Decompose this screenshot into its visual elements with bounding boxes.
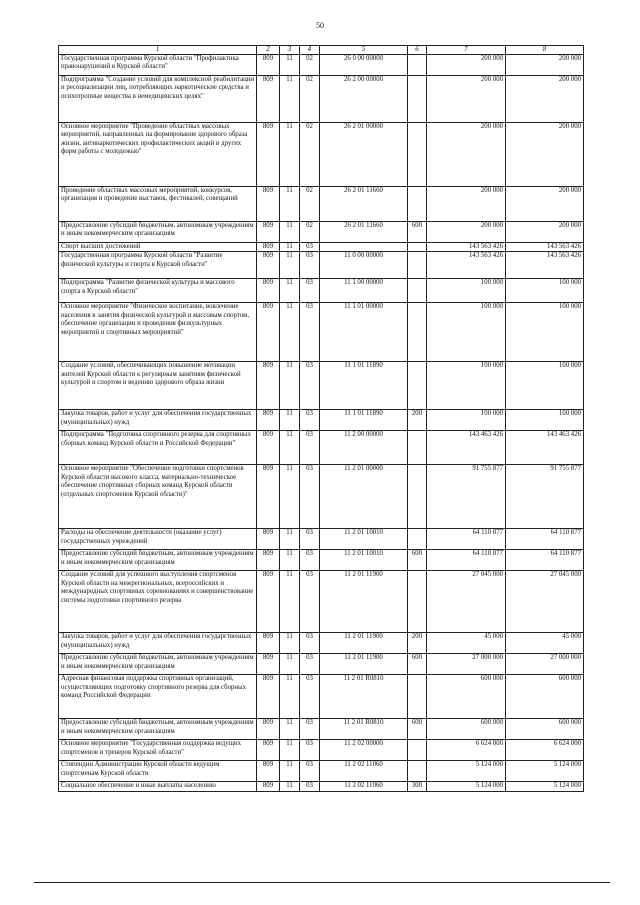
row-subsection-code: 03 — [300, 571, 320, 633]
row-ministry-code: 809 — [257, 782, 280, 791]
row-amount-1: 143 563 426 — [427, 243, 506, 252]
row-expense-type — [408, 431, 427, 465]
row-subsection-code: 02 — [300, 123, 320, 187]
row-amount-2: 100 000 — [506, 303, 584, 362]
row-ministry-code: 809 — [257, 529, 280, 550]
row-section-code: 11 — [280, 719, 300, 740]
row-target-article: 11 1 01 11890 — [320, 362, 408, 410]
row-expense-type — [408, 571, 427, 633]
row-amount-1: 143 463 426 — [427, 431, 506, 465]
row-amount-2: 200 000 — [506, 187, 584, 222]
table-row — [59, 529, 584, 550]
row-ministry-code: 809 — [257, 222, 280, 243]
row-amount-1: 200 000 — [427, 55, 506, 76]
row-subsection-code: 03 — [300, 719, 320, 740]
row-subsection-code: 03 — [300, 529, 320, 550]
row-amount-2: 45 000 — [506, 633, 584, 654]
row-name: Государственная программа Курской области "Профилактика правонарушений в Курской области" — [59, 55, 257, 76]
row-subsection-code: 02 — [300, 76, 320, 123]
row-subsection-code: 03 — [300, 654, 320, 675]
row-amount-1: 64 110 877 — [427, 550, 506, 571]
table-row — [59, 571, 584, 633]
column-header: 6 — [408, 46, 427, 55]
row-amount-1: 100 000 — [427, 303, 506, 362]
row-amount-2: 100 000 — [506, 279, 584, 303]
table-row — [59, 55, 584, 76]
row-expense-type — [408, 76, 427, 123]
row-target-article: 11 2 01 R0810 — [320, 719, 408, 740]
row-subsection-code: 03 — [300, 252, 320, 279]
row-amount-1: 200 000 — [427, 123, 506, 187]
row-section-code: 11 — [280, 740, 300, 761]
row-ministry-code: 809 — [257, 571, 280, 633]
row-target-article: 11 2 01 11900 — [320, 654, 408, 675]
row-amount-2: 200 000 — [506, 123, 584, 187]
table-row — [59, 410, 584, 431]
row-subsection-code: 02 — [300, 187, 320, 222]
row-ministry-code: 809 — [257, 243, 280, 252]
row-target-article: 11 1 01 00000 — [320, 303, 408, 362]
row-section-code: 11 — [280, 761, 300, 782]
row-amount-2: 64 110 877 — [506, 550, 584, 571]
row-ministry-code: 809 — [257, 252, 280, 279]
bottom-rule — [34, 882, 610, 883]
row-amount-1: 143 563 426 — [427, 252, 506, 279]
row-amount-1: 5 124 000 — [427, 761, 506, 782]
row-expense-type — [408, 187, 427, 222]
row-ministry-code: 809 — [257, 303, 280, 362]
table-row — [59, 279, 584, 303]
row-target-article: 26 2 01 00000 — [320, 123, 408, 187]
row-subsection-code: 03 — [300, 550, 320, 571]
table-row — [59, 633, 584, 654]
row-section-code: 11 — [280, 252, 300, 279]
table-row — [59, 252, 584, 279]
row-expense-type — [408, 740, 427, 761]
table-row — [59, 675, 584, 719]
row-subsection-code: 03 — [300, 279, 320, 303]
row-amount-1: 200 000 — [427, 187, 506, 222]
row-amount-2: 5 124 000 — [506, 761, 584, 782]
row-amount-2: 143 563 426 — [506, 252, 584, 279]
row-name: Создание условий для успешного выступления спортсменов Курской области на межрегиональных, всероссийских и международных спортивных соревнованиях и совершенствование системы подготовки спортивного резерва — [59, 571, 257, 633]
row-expense-type — [408, 761, 427, 782]
row-expense-type: 600 — [408, 222, 427, 243]
row-section-code: 11 — [280, 279, 300, 303]
row-amount-2: 200 000 — [506, 55, 584, 76]
row-amount-2: 143 463 426 — [506, 431, 584, 465]
row-name: Основное мероприятие "Физическое воспитание, вовлечение населения в занятия физической культурой и массовым спортом, обеспечение организации и проведения физкультурных мероприятий и спортивных мероприятий" — [59, 303, 257, 362]
row-subsection-code: 02 — [300, 55, 320, 76]
row-amount-2: 100 000 — [506, 362, 584, 410]
table-row — [59, 431, 584, 465]
row-amount-1: 27 000 000 — [427, 654, 506, 675]
row-name: Предоставление субсидий бюджетным, автономным учреждениям и иным некоммерческим организациям — [59, 719, 257, 740]
row-name: Закупка товаров, работ и услуг для обеспечения государственных (муниципальных) нужд — [59, 410, 257, 431]
row-amount-2: 200 000 — [506, 222, 584, 243]
column-header: 2 — [257, 46, 280, 55]
row-amount-1: 200 000 — [427, 222, 506, 243]
row-amount-2: 200 000 — [506, 76, 584, 123]
table-row — [59, 550, 584, 571]
table-row — [59, 123, 584, 187]
row-section-code: 11 — [280, 529, 300, 550]
row-amount-1: 91 755 877 — [427, 465, 506, 529]
row-ministry-code: 809 — [257, 550, 280, 571]
table-row — [59, 76, 584, 123]
row-ministry-code: 809 — [257, 187, 280, 222]
row-section-code: 11 — [280, 431, 300, 465]
row-section-code: 11 — [280, 76, 300, 123]
row-subsection-code: 03 — [300, 633, 320, 654]
row-target-article: 11 2 01 11900 — [320, 571, 408, 633]
row-target-article: 11 2 02 11060 — [320, 782, 408, 791]
row-target-article: 11 2 01 11900 — [320, 633, 408, 654]
row-section-code: 11 — [280, 303, 300, 362]
row-ministry-code: 809 — [257, 654, 280, 675]
row-ministry-code: 809 — [257, 761, 280, 782]
table-row — [59, 465, 584, 529]
row-amount-2: 600 000 — [506, 719, 584, 740]
row-amount-1: 6 624 000 — [427, 740, 506, 761]
row-subsection-code: 03 — [300, 675, 320, 719]
row-section-code: 11 — [280, 222, 300, 243]
row-amount-1: 27 045 000 — [427, 571, 506, 633]
row-target-article: 11 2 00 00000 — [320, 431, 408, 465]
row-name: Подпрограмма "Развитие физической культуры и массового спорта в Курской области" — [59, 279, 257, 303]
row-subsection-code: 03 — [300, 740, 320, 761]
row-amount-1: 100 000 — [427, 410, 506, 431]
row-ministry-code: 809 — [257, 465, 280, 529]
row-target-article: 11 2 01 00000 — [320, 465, 408, 529]
row-name: Создание условий, обеспечивающих повышение мотивации жителей Курской области к регулярным занятиям физической культурой и спортом и ведению здорового образа жизни — [59, 362, 257, 410]
row-target-article: 11 2 02 00000 — [320, 740, 408, 761]
table-row — [59, 362, 584, 410]
row-amount-1: 600 000 — [427, 675, 506, 719]
row-name: Предоставление субсидий бюджетным, автономным учреждениям и иным некоммерческим организациям — [59, 222, 257, 243]
table-row — [59, 782, 584, 791]
row-name: Основное мероприятие "Проведение областных массовых мероприятий, направленных на формирование здорового образа жизни, антинаркотических профилактических акций и других форм работы с молодежью" — [59, 123, 257, 187]
row-ministry-code: 809 — [257, 719, 280, 740]
row-amount-2: 27 045 000 — [506, 571, 584, 633]
row-amount-1: 600 000 — [427, 719, 506, 740]
row-ministry-code: 809 — [257, 410, 280, 431]
budget-table — [58, 45, 584, 792]
row-section-code: 11 — [280, 465, 300, 529]
row-target-article: 11 2 01 R0810 — [320, 675, 408, 719]
row-section-code: 11 — [280, 550, 300, 571]
row-subsection-code: 02 — [300, 222, 320, 243]
row-target-article: 26 2 00 00000 — [320, 76, 408, 123]
row-subsection-code: 03 — [300, 362, 320, 410]
row-expense-type — [408, 252, 427, 279]
row-ministry-code: 809 — [257, 633, 280, 654]
row-section-code: 11 — [280, 633, 300, 654]
row-amount-1: 100 000 — [427, 362, 506, 410]
row-target-article: 11 2 01 10010 — [320, 550, 408, 571]
row-expense-type — [408, 362, 427, 410]
row-ministry-code: 809 — [257, 76, 280, 123]
row-ministry-code: 809 — [257, 55, 280, 76]
row-ministry-code: 809 — [257, 431, 280, 465]
row-subsection-code: 03 — [300, 303, 320, 362]
row-target-article: 11 2 02 11060 — [320, 761, 408, 782]
row-section-code: 11 — [280, 571, 300, 633]
table-row — [59, 654, 584, 675]
row-amount-1: 64 110 877 — [427, 529, 506, 550]
column-header: 1 — [59, 46, 257, 55]
row-target-article: 11 1 01 11890 — [320, 410, 408, 431]
table-row — [59, 243, 584, 252]
column-header: 4 — [300, 46, 320, 55]
column-header: 5 — [320, 46, 408, 55]
row-section-code: 11 — [280, 55, 300, 76]
row-target-article: 26 0 00 00000 — [320, 55, 408, 76]
row-expense-type — [408, 55, 427, 76]
column-header: 3 — [280, 46, 300, 55]
row-ministry-code: 809 — [257, 740, 280, 761]
row-section-code: 11 — [280, 362, 300, 410]
column-header-row — [59, 46, 584, 55]
table-row — [59, 187, 584, 222]
row-name: Социальное обеспечение и иные выплаты населению — [59, 782, 257, 791]
column-header: 8 — [506, 46, 584, 55]
row-expense-type — [408, 303, 427, 362]
table-row — [59, 740, 584, 761]
table-row — [59, 761, 584, 782]
row-name: Предоставление субсидий бюджетным, автономным учреждениям и иным некоммерческим организациям — [59, 654, 257, 675]
row-expense-type: 300 — [408, 782, 427, 791]
row-expense-type — [408, 279, 427, 303]
row-subsection-code: 03 — [300, 465, 320, 529]
page-number: 50 — [316, 21, 324, 30]
row-amount-2: 143 563 426 — [506, 243, 584, 252]
row-amount-2: 91 755 877 — [506, 465, 584, 529]
row-name: Предоставление субсидий бюджетным, автономным учреждениям и иным некоммерческим организациям — [59, 550, 257, 571]
row-subsection-code: 03 — [300, 410, 320, 431]
row-name: Проведение областных массовых мероприятий, конкурсов, организация и проведение выставок, фестивалей, совещаний — [59, 187, 257, 222]
row-section-code: 11 — [280, 243, 300, 252]
row-target-article — [320, 243, 408, 252]
row-amount-2: 5 124 000 — [506, 782, 584, 791]
table-row — [59, 303, 584, 362]
row-expense-type: 200 — [408, 633, 427, 654]
row-expense-type: 600 — [408, 654, 427, 675]
row-name: Государственная программа Курской области "Развитие физической культуры и спорта в Курской области" — [59, 252, 257, 279]
row-expense-type: 600 — [408, 719, 427, 740]
row-expense-type — [408, 675, 427, 719]
row-name: Основное мероприятие "Обеспечение подготовки спортсменов Курской области высокого класса, материально-техническое обеспечение спортивных сборных команд Курской области (отдельных спортсменов Курской области)" — [59, 465, 257, 529]
row-target-article: 26 2 01 11660 — [320, 187, 408, 222]
row-target-article: 26 2 01 11660 — [320, 222, 408, 243]
row-name: Подпрограмма "Создание условий для комплексной реабилитации и ресоциализации лиц, потребляющих наркотические средства и психотропные вещества в немедицинских целях" — [59, 76, 257, 123]
table-row — [59, 222, 584, 243]
table-row — [59, 719, 584, 740]
row-expense-type — [408, 243, 427, 252]
row-subsection-code: 03 — [300, 431, 320, 465]
row-expense-type: 600 — [408, 550, 427, 571]
row-ministry-code: 809 — [257, 362, 280, 410]
row-expense-type — [408, 529, 427, 550]
row-amount-1: 100 000 — [427, 279, 506, 303]
row-ministry-code: 809 — [257, 279, 280, 303]
row-amount-2: 6 624 000 — [506, 740, 584, 761]
row-expense-type — [408, 123, 427, 187]
row-amount-2: 600 000 — [506, 675, 584, 719]
row-section-code: 11 — [280, 675, 300, 719]
row-ministry-code: 809 — [257, 675, 280, 719]
row-section-code: 11 — [280, 654, 300, 675]
row-amount-2: 100 000 — [506, 410, 584, 431]
row-name: Подпрограмма "Подготовка спортивного резерва для спортивных сборных команд Курской области и Российской Федерации" — [59, 431, 257, 465]
row-amount-1: 5 124 000 — [427, 782, 506, 791]
row-section-code: 11 — [280, 410, 300, 431]
row-ministry-code: 809 — [257, 123, 280, 187]
row-name: Стипендии Администрации Курской области ведущим спортсменам Курской области — [59, 761, 257, 782]
row-amount-1: 45 000 — [427, 633, 506, 654]
column-header: 7 — [427, 46, 506, 55]
row-subsection-code: 03 — [300, 782, 320, 791]
row-amount-2: 64 110 877 — [506, 529, 584, 550]
row-name: Адресная финансовая поддержка спортивных организаций, осуществляющих подготовку спортивного резерва для сборных команд Российской Федерации — [59, 675, 257, 719]
row-section-code: 11 — [280, 782, 300, 791]
row-target-article: 11 2 01 10010 — [320, 529, 408, 550]
row-section-code: 11 — [280, 123, 300, 187]
row-expense-type — [408, 465, 427, 529]
row-amount-2: 27 000 000 — [506, 654, 584, 675]
row-name: Закупка товаров, работ и услуг для обеспечения государственных (муниципальных) нужд — [59, 633, 257, 654]
row-name: Расходы на обеспечение деятельности (оказание услуг) государственных учреждений — [59, 529, 257, 550]
row-subsection-code: 03 — [300, 243, 320, 252]
row-name: Спорт высших достижений — [59, 243, 257, 252]
row-name: Основное мероприятие "Государственная поддержка ведущих спортсменов и тренеров Курской области" — [59, 740, 257, 761]
row-expense-type: 200 — [408, 410, 427, 431]
row-subsection-code: 03 — [300, 761, 320, 782]
row-section-code: 11 — [280, 187, 300, 222]
row-target-article: 11 1 00 00000 — [320, 279, 408, 303]
row-target-article: 11 0 00 00000 — [320, 252, 408, 279]
row-amount-1: 200 000 — [427, 76, 506, 123]
